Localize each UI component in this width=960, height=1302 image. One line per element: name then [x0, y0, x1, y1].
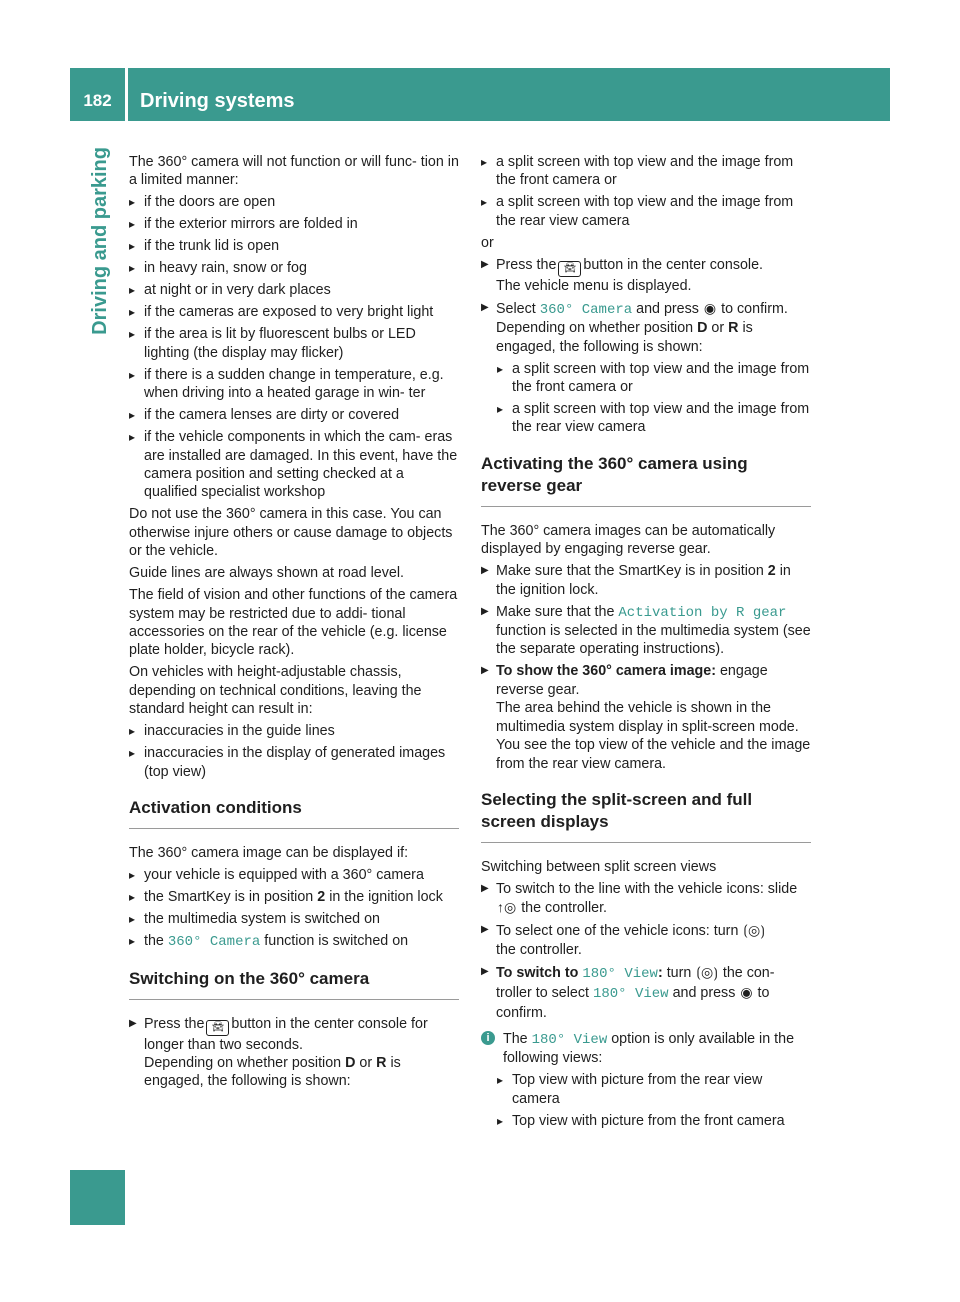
heading-switching-on: Switching on the 360° camera	[129, 968, 459, 1000]
instruction-step: ▶ To switch to 180° View: turn ⟮◎⟯ the con- troller to select 180° View and press ◉ to confirm.	[481, 963, 811, 1022]
list-item: ▸ if the camera lenses are dirty or covered	[129, 406, 459, 424]
list-item: ▸ inaccuracies in the display of generated images (top view)	[129, 744, 459, 781]
instruction-step: ▶ To switch to the line with the vehicle icons: slide ↑◎ the controller.	[481, 880, 811, 918]
menu-code-180-view: 180° View	[531, 1031, 608, 1048]
list-item: ▸ in heavy rain, snow or fog	[129, 259, 459, 277]
instruction-step: ▶ Press the 🚘︎ button in the center console. The vehicle menu is displayed.	[481, 256, 811, 295]
menu-code-180-view: 180° View	[592, 986, 669, 1003]
chapter-title: Driving systems	[140, 90, 295, 112]
left-column	[129, 153, 459, 1094]
menu-code-180-view: 180° View	[582, 965, 658, 982]
instruction-step: ▶ Select 360° Camera and press ◉ to confirm. Depending on whether position D or R is engaged, the following is shown:	[481, 299, 811, 356]
paragraph-height: On vehicles with height-adjustable chassis, depending on technical conditions, leaving the standard height can result in:	[129, 664, 422, 718]
header-divider	[125, 68, 128, 121]
info-note: i The 180° View option is only available in the following views:	[481, 1030, 811, 1068]
heading-reverse-gear: Activating the 360° camera using reverse gear	[481, 453, 811, 507]
car-camera-icon: 🚘︎	[206, 1020, 229, 1036]
side-section-label-text: Driving and parking	[89, 147, 111, 335]
instruction-step: ▶ Make sure that the SmartKey is in position 2 in the ignition lock.	[481, 562, 811, 599]
list-item: ▸ your vehicle is equipped with a 360° camera	[129, 866, 459, 884]
menu-code-360-camera: 360° Camera	[539, 301, 633, 318]
list-item: ▸ if the exterior mirrors are folded in	[129, 215, 459, 233]
side-marker	[70, 1170, 125, 1225]
menu-code-360-camera: 360° Camera	[167, 934, 261, 951]
list-item: ▸ if the trunk lid is open	[129, 237, 459, 255]
paragraph-intro: The 360° camera will not function or will func- tion in a limited manner:	[129, 154, 459, 189]
paragraph-do-not-use: Do not use the 360° camera in this case. You can otherwise injure others or cause damage to objects or the vehicle.	[129, 506, 453, 560]
car-camera-icon: 🚘︎	[558, 261, 581, 277]
paragraph-or: or	[481, 234, 494, 251]
list-item: ▸ the SmartKey is in position 2 in the ignition lock	[129, 888, 459, 906]
instruction-step: ▶ To show the 360° camera image: engage reverse gear. The area behind the vehicle is shown in the multimedia system display in split-screen mode. You see the top view of the vehicle and the image from the rear view camera.	[481, 662, 811, 772]
controller-press-icon: ◉	[703, 299, 717, 316]
page-number: 182	[83, 91, 112, 110]
paragraph-reverse: The 360° camera images can be automatically displayed by engaging reverse gear.	[481, 522, 776, 558]
instruction-step: ▶ Make sure that the Activation by R gear function is selected in the multimedia system (see the separate operating instructions).	[481, 603, 811, 659]
list-item: ▸ the 360° Camera function is switched on	[129, 932, 459, 951]
list-item: ▸ if the cameras are exposed to very bright light	[129, 303, 459, 321]
list-item: ▸ if the area is lit by fluorescent bulbs or LED lighting (the display may flicker)	[129, 325, 459, 362]
list-item: ▸ if there is a sudden change in temperature, e.g. when driving into a heated garage in win- ter	[129, 366, 459, 403]
list-item: ▸ a split screen with top view and the image from the rear view camera	[481, 193, 811, 230]
list-item: ▸ the multimedia system is switched on	[129, 910, 459, 928]
instruction-step: ▶ Press the 🚘︎ button in the center console for longer than two seconds. Depending on whether position D or R is engaged, the following is shown:	[129, 1015, 459, 1091]
info-icon: i	[481, 1031, 495, 1045]
paragraph-guide-lines: Guide lines are always shown at road level.	[129, 565, 404, 582]
list-item: ▸ a split screen with top view and the image from the rear view camera	[497, 400, 811, 437]
list-item: ▸ Top view with picture from the front camera	[497, 1112, 811, 1130]
list-item: ▸ inaccuracies in the guide lines	[129, 722, 459, 740]
heading-activation-conditions: Activation conditions	[129, 797, 459, 829]
heading-split-screen: Selecting the split-screen and full screen displays	[481, 789, 811, 843]
list-item: ▸ a split screen with top view and the image from the front camera or	[481, 153, 811, 190]
menu-code-activation-by-r-gear: Activation by R gear	[618, 604, 787, 621]
controller-turn-icon: ⟮◎⟯	[743, 922, 765, 939]
list-item: ▸ if the doors are open	[129, 193, 459, 211]
list-item: ▸ if the vehicle components in which the cam- eras are installed are damaged. In this event, have the camera position and setting checked at a qualified specialist workshop	[129, 428, 459, 502]
paragraph-field-of-vision: The field of vision and other functions of the camera system may be restricted due to addi- tional accessories on the rear of the vehicle (e.g. license plate holder, bicycle rack).	[129, 587, 458, 659]
controller-turn-icon: ⟮◎⟯	[696, 963, 718, 980]
instruction-step: ▶ To select one of the vehicle icons: turn ⟮◎⟯ the controller.	[481, 921, 811, 959]
right-column	[481, 153, 811, 1134]
controller-slide-icon: ↑◎	[497, 899, 517, 916]
controller-press-icon: ◉	[740, 984, 753, 1001]
list-item: ▸ Top view with picture from the rear view camera	[497, 1071, 811, 1108]
paragraph-activation: The 360° camera image can be displayed if:	[129, 845, 409, 862]
paragraph-split: Switching between split screen views	[481, 858, 717, 875]
list-item: ▸ at night or in very dark places	[129, 281, 459, 299]
list-item: ▸ a split screen with top view and the image from the front camera or	[497, 360, 811, 397]
side-section-label	[86, 147, 114, 747]
